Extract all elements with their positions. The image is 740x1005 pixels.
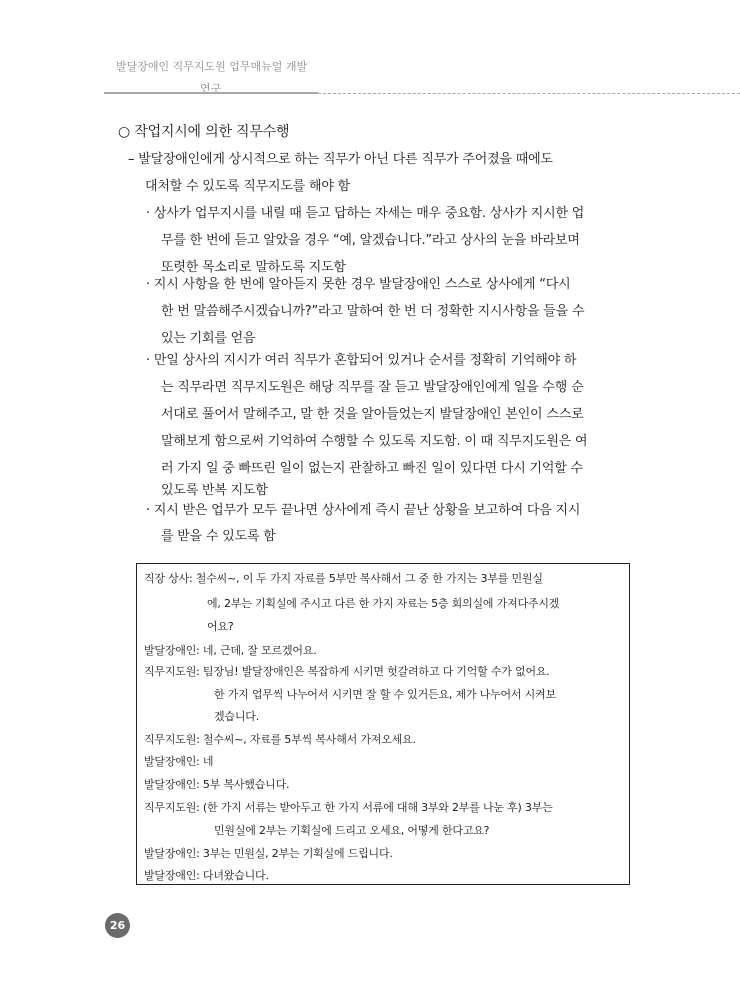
dialog-line: 발달장애인: 5부 복사했습니다. [144, 778, 290, 791]
bullet-line: · 지시 받은 업무가 모두 끝나면 상사에게 즉시 끝난 상황을 보고하여 다음 지시 [146, 503, 581, 518]
bullet-line: 또렷한 목소리로 말하도록 지도함 [161, 260, 346, 275]
dialog-line: 직무지도원: 팀장님! 발달장애인은 복잡하게 시키면 헛갈려하고 다 기억할 수가 없어요. [144, 665, 550, 678]
bullet-line: · 상사가 업무지시를 내릴 때 듣고 답하는 자세는 매우 중요함. 상사가 지시한 업 [146, 206, 585, 221]
page-number-badge: 26 [105, 913, 130, 938]
dialog-line: 직무지도원: (한 가지 서류는 받아두고 한 가지 서류에 대해 3부와 2부를 나눈 후) 3부는 [144, 801, 553, 814]
dialog-line: 한 가지 업무씩 나누어서 시키면 잘 할 수 있거든요, 제가 나누어서 시켜보 [214, 688, 556, 701]
bullet-line: 있도록 반복 지도함 [161, 483, 268, 498]
dialog-line: 발달장애인: 네, 근데, 잘 모르겠어요. [144, 644, 317, 657]
dialog-line: 직장 상사: 철수씨~, 이 두 가지 자료를 5부만 복사해서 그 중 한 가지는 3부를 민원실 [144, 572, 543, 585]
header-title: 발달장애인 직무지도원 업무매뉴얼 개발 [116, 60, 308, 73]
dialog-line: 발달장애인: 3부는 민원실, 2부는 기획실에 드립니다. [144, 847, 393, 860]
header-subtitle: 연구 [200, 82, 222, 95]
bullet-line: 말해보게 함으로써 기억하여 수행할 수 있도록 지도함. 이 때 직무지도원은 여 [161, 434, 588, 449]
bullet-line: 는 직무라면 직무지도원은 해당 직무를 잘 듣고 발달장애인에게 일을 수행 순 [161, 380, 584, 395]
bullet-line: · 만일 상사의 지시가 여러 직무가 혼합되어 있거나 순서를 정확히 기억해야 하 [146, 353, 577, 368]
bullet-line: · 지시 사항을 한 번에 알아듣지 못한 경우 발달장애인 스스로 상사에게 “다시 [146, 277, 571, 292]
section-heading: ○ 작업지시에 의한 직무수행 [118, 124, 290, 140]
dialog-line: 직무지도원: 철수씨~, 자료를 5부씩 복사해서 가져오세요. [144, 733, 416, 746]
dash-item-line: – 발달장애인에게 상시적으로 하는 직무가 아닌 다른 직무가 주어졌을 때에도 [128, 152, 553, 167]
dialog-line: 민원실에 2부는 기획실에 드리고 오세요, 어떻게 한다고요? [214, 824, 490, 837]
header-rule [104, 92, 318, 94]
dash-item-line: 대처할 수 있도록 직무지도를 해야 함 [145, 179, 351, 194]
dialog-line: 겠습니다. [214, 710, 260, 723]
bullet-line: 무를 한 번에 듣고 알았을 경우 “예, 알겠습니다.”라고 상사의 눈을 바라보며 [161, 233, 580, 248]
dialog-line: 발달장애인: 네 [144, 755, 214, 768]
bullet-line: 한 번 말씀해주시겠습니까?”라고 말하여 한 번 더 정확한 지시사항을 들을 수 [161, 304, 585, 319]
dialog-box [136, 563, 630, 885]
header-rule-dashed [318, 93, 740, 94]
bullet-line: 서대로 풀어서 말해주고, 말 한 것을 알아들었는지 발달장애인 본인이 스스로 [161, 407, 584, 422]
bullet-line: 러 가지 일 중 빠뜨린 일이 없는지 관찰하고 빠진 일이 있다면 다시 기억할 수 [161, 461, 583, 476]
dialog-line: 에, 2부는 기획실에 주시고 다른 한 가지 자료는 5층 회의실에 가져다주시겠 [207, 597, 560, 610]
bullet-line: 를 받을 수 있도록 함 [161, 529, 276, 544]
dialog-line: 어요? [207, 620, 234, 633]
dialog-line: 발달장애인: 다녀왔습니다. [144, 869, 269, 882]
bullet-line: 있는 기회를 얻음 [161, 331, 256, 346]
